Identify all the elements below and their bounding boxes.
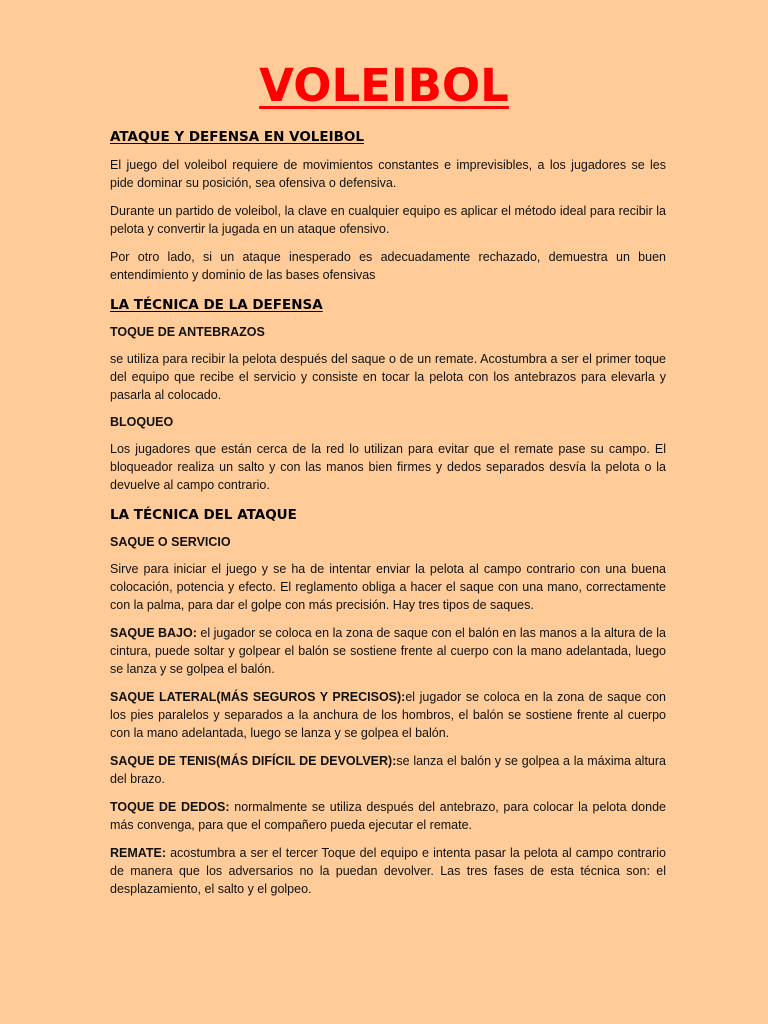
item-label: TOQUE DE DEDOS: [110, 800, 230, 814]
document-body [110, 128, 666, 898]
subheading-saque-servicio: SAQUE O SERVICIO [110, 535, 231, 549]
subheading-bloqueo: BLOQUEO [110, 415, 174, 429]
item-label: SAQUE BAJO: [110, 626, 197, 640]
item-text: el jugador se coloca en la zona de saque con los pies paralelos y separados a la anchura de los hombros, el balón se sostiene frente al cuerpo con la mano adelantada, luego se lanza y se golpea el balón. [110, 690, 667, 740]
paragraph: Durante un partido de voleibol, la clave en cualquier equipo es aplicar el método ideal para recibir la pelota y convertir la jugada en un ataque ofensivo. [110, 204, 666, 236]
item-label: SAQUE LATERAL(MÁS SEGUROS Y PRECISOS): [110, 690, 406, 704]
paragraph: Sirve para iniciar el juego y se ha de intentar enviar la pelota al campo contrario con una buena colocación, potencia y efecto. El reglamento obliga a hacer el saque con una mano, correctamente con la palma, para dar el golpe con más precisión. Hay tres tipos de saques. [110, 562, 666, 612]
item-label: SAQUE DE TENIS(MÁS DIFÍCIL DE DEVOLVER): [110, 754, 397, 768]
list-item [110, 798, 666, 834]
item-text: normalmente se utiliza después del antebrazo, para colocar la pelota donde más convenga, para que el compañero pueda ejecutar el remate. [110, 800, 666, 832]
subheading-toque-antebrazos: TOQUE DE ANTEBRAZOS [110, 325, 265, 339]
list-item [110, 844, 666, 898]
paragraph: Los jugadores que están cerca de la red lo utilizan para evitar que el remate pase su campo. El bloqueador realiza un salto y con las manos bien firmes y dedos separados desvía la pelota o la devuelve al campo contrario. [110, 442, 666, 492]
list-item [110, 624, 666, 678]
list-item [110, 752, 666, 788]
page-title: VOLEIBOL [259, 59, 509, 112]
item-label: REMATE: [110, 846, 167, 860]
paragraph: El juego del voleibol requiere de movimientos constantes e imprevisibles, a los jugadores se les pide dominar su posición, sea ofensiva o defensiva. [110, 158, 666, 190]
paragraph: se utiliza para recibir la pelota después del saque o de un remate. Acostumbra a ser el primer toque del equipo que recibe el servicio y consiste en tocar la pelota con los antebrazos para elevarla y pasarla al colocado. [110, 352, 666, 402]
section-heading-defensa: LA TÉCNICA DE LA DEFENSA [110, 297, 323, 313]
section-heading-ataque-defensa: ATAQUE Y DEFENSA EN VOLEIBOL [110, 129, 365, 145]
item-text: el jugador se coloca en la zona de saque con el balón en las manos a la altura de la cintura, puede soltar y golpear el balón se sostiene frente al cuerpo con la mano adelantada, luego se lanza y se golpea el balón. [110, 626, 666, 676]
paragraph: Por otro lado, si un ataque inesperado es adecuadamente rechazado, demuestra un buen entendimiento y dominio de las bases ofensivas [110, 250, 666, 282]
item-text: se lanza el balón y se golpea a la máxima altura del brazo. [110, 754, 666, 786]
section-heading-ataque: LA TÉCNICA DEL ATAQUE [110, 507, 297, 523]
list-item [110, 688, 666, 742]
item-text: acostumbra a ser el tercer Toque del equipo e intenta pasar la pelota al campo contrario de manera que los adversarios no la puedan devolver. Las tres fases de esta técnica son: el desplazamiento, el salto y el golpeo. [110, 846, 666, 896]
